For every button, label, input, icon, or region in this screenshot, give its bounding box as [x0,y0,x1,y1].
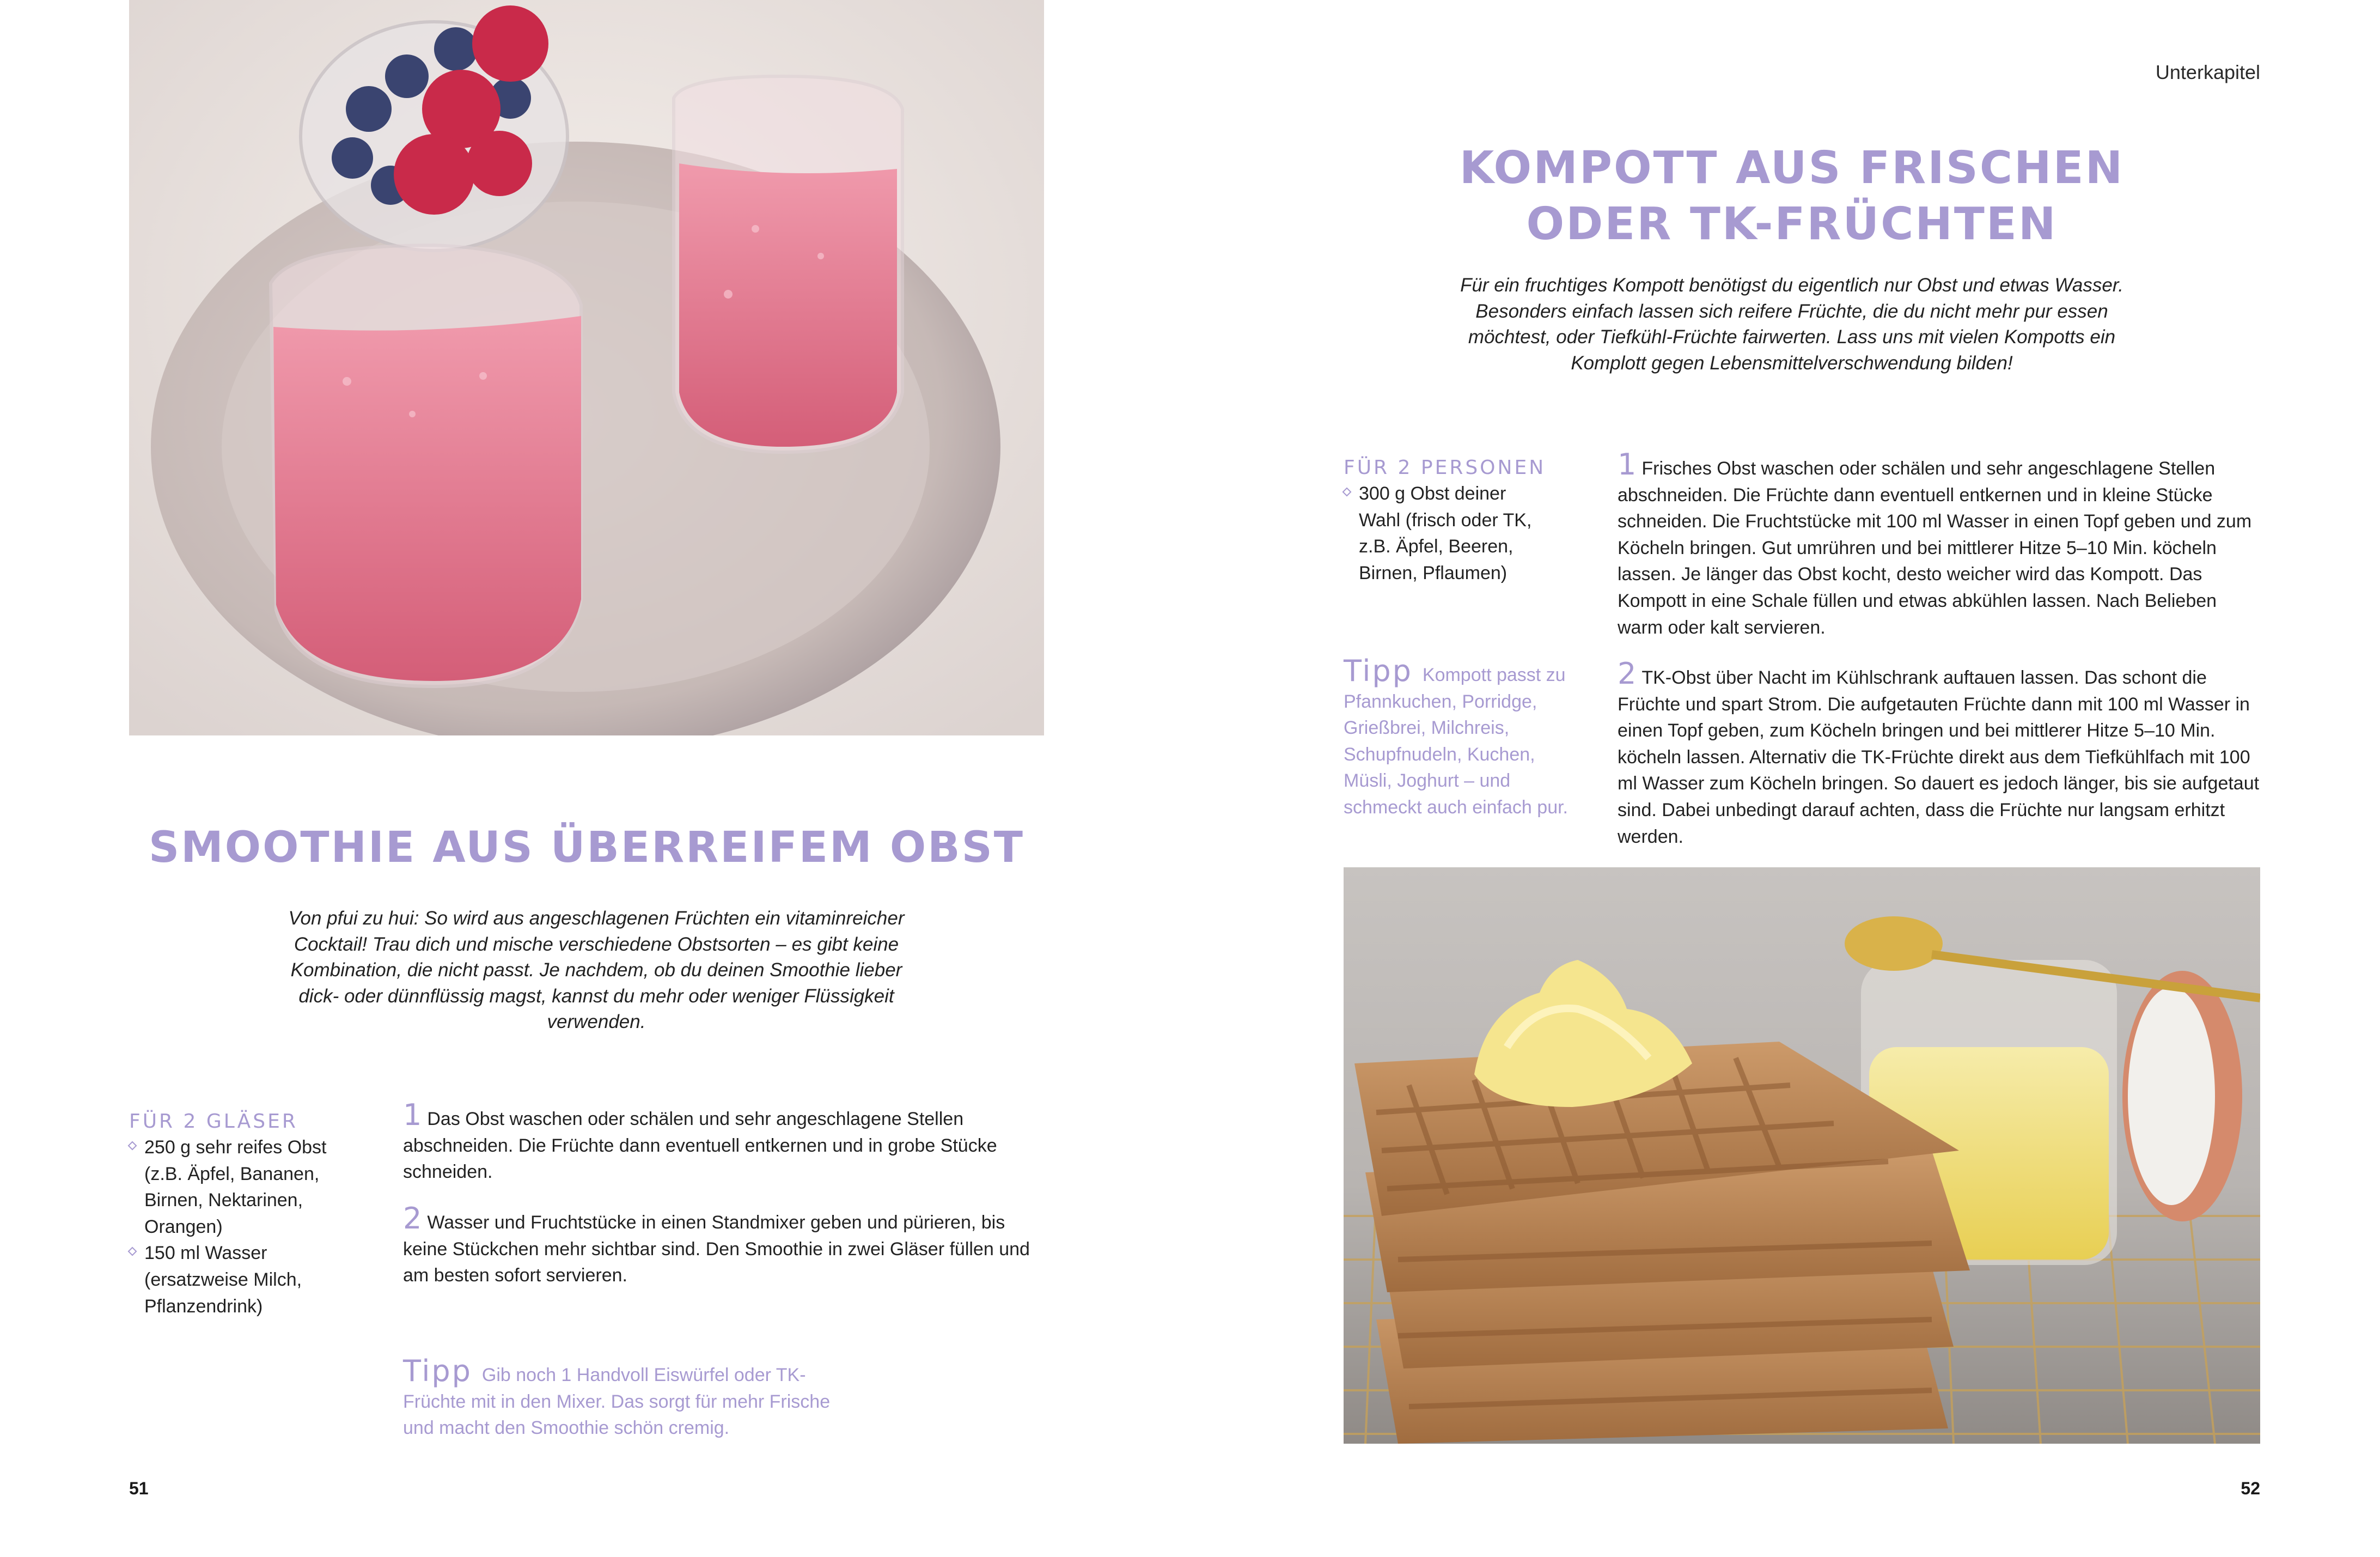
step-number: 2 [1618,656,1637,691]
ingredient-item: 250 g sehr reifes Obst (z.B. Äpfel, Bananen, Birnen, Nektarinen, Orangen) [129,1134,341,1240]
compote-title-line-1: KOMPOTT AUS FRISCHEN [1459,142,2125,194]
smoothie-tip [403,1354,866,1442]
smoothie-intro: Von pfui zu hui: So wird aus angeschlagenen Früchten ein vitaminreicher Cocktail! Trau dich und mische verschiedene Obstsorten – es gibt keine Kombination, die nicht passt. Je nachdem, ob du deinen Smoothie lieber dick- oder dünnflüssig magst, kannst du mehr oder weniger Flüssigkeit verwenden. [288,908,905,1033]
compote-step-2 [1618,656,2260,850]
compote-serves-heading: FÜR 2 PERSONEN [1344,457,1546,479]
smoothie-photo [129,0,1044,735]
step-text: Das Obst waschen oder schälen und sehr angeschlagene Stellen abschneiden. Die Früchte dann eventuell entkernen und in grobe Stücke schneiden. [403,1109,997,1183]
tip-heading: Tipp [403,1354,472,1388]
compote-step-1 [1618,447,2260,641]
page-number-right: 52 [2241,1479,2260,1498]
compote-tip [1344,656,1572,821]
smoothie-ingredient-list [129,1134,341,1319]
compote-intro: Für ein fruchtiges Kompott benötigst du eigentlich nur Obst und etwas Wasser. Besonders einfach lassen sich reifere Früchte, die du nicht mehr pur essen möchtest, oder Tiefkühl-Früchte fairwerten. Lass uns mit vielen Kompotts ein Komplott gegen Lebensmittelverschwendung bilden! [1460,275,2123,374]
step-text: TK-Obst über Nacht im Kühlschrank auftauen lassen. Das schont die Früchte und spart Strom. Die aufgetauten Früchte dann mit 100 ml Wasser in einen Topf geben, zum Köcheln bringen und bei mittlerer Hitze 5–10 Min. köcheln lassen. Alternativ die TK-Früchte direkt aus dem Tiefkühlfach mit 100 ml Wasser zum Köcheln bringen. So dauert es jedoch länger, bis sie aufgetaut sind. Dabei unbedingt darauf achten, dass die Früchte nur langsam erhitzt werden. [1618,667,2260,847]
smoothie-serves-heading: FÜR 2 GLÄSER [129,1110,298,1133]
ingredient-item: 300 g Obst deiner Wahl (frisch oder TK, z.B. Äpfel, Beeren, Birnen, Pflaumen) [1344,481,1540,586]
compote-title-line-2: ODER TK-FRÜCHTEN [1526,198,2058,250]
step-text: Wasser und Fruchtstücke in einen Standmixer geben und pürieren, bis keine Stückchen mehr sichtbar sind. Den Smoothie in zwei Gläser füllen und am besten sofort servieren. [403,1212,1030,1286]
ingredient-item: 150 ml Wasser (ersatzweise Milch, Pflanzendrink) [129,1240,341,1319]
step-text: Frisches Obst waschen oder schälen und sehr angeschlagene Stellen abschneiden. Die Früchte dann eventuell entkernen und in kleine Stücke schneiden. Die Fruchtstücke mit 100 ml Wasser in einen Topf geben und zum Köcheln bringen. Gut umrühren und bei mittlerer Hitze 5–10 Min. köcheln lassen. Je länger das Obst kocht, desto weicher wird das Kompott. Das Kompott in eine Schale füllen und etwas abkühlen lassen. Nach Belieben warm oder kalt servieren. [1618,458,2252,638]
chapter-label: Unterkapitel [2155,61,2260,83]
smoothie-step-1 [403,1100,1040,1185]
waffle-compote-photo [1344,867,2260,1444]
smoothie-title: SMOOTHIE AUS ÜBERREIFEM OBST [149,823,1024,872]
compote-ingredient-list [1344,481,1540,586]
smoothie-step-2 [403,1201,1040,1289]
step-number: 1 [1618,447,1637,482]
tip-heading: Tipp [1344,654,1413,688]
step-number: 2 [403,1201,422,1236]
compote-title [1416,141,2168,252]
page-number-left: 51 [129,1479,149,1498]
tip-text: Gib noch 1 Handvoll Eiswürfel oder TK-Früchte mit in den Mixer. Das sorgt für mehr Frische und macht den Smoothie schön cremig. [403,1365,831,1439]
tip-text: Kompott passt zu Pfannkuchen, Porridge, Grießbrei, Milchreis, Schupfnudeln, Kuchen, Müsli, Joghurt – und schmeckt auch einfach pur. [1344,665,1569,818]
step-number: 1 [403,1098,422,1132]
